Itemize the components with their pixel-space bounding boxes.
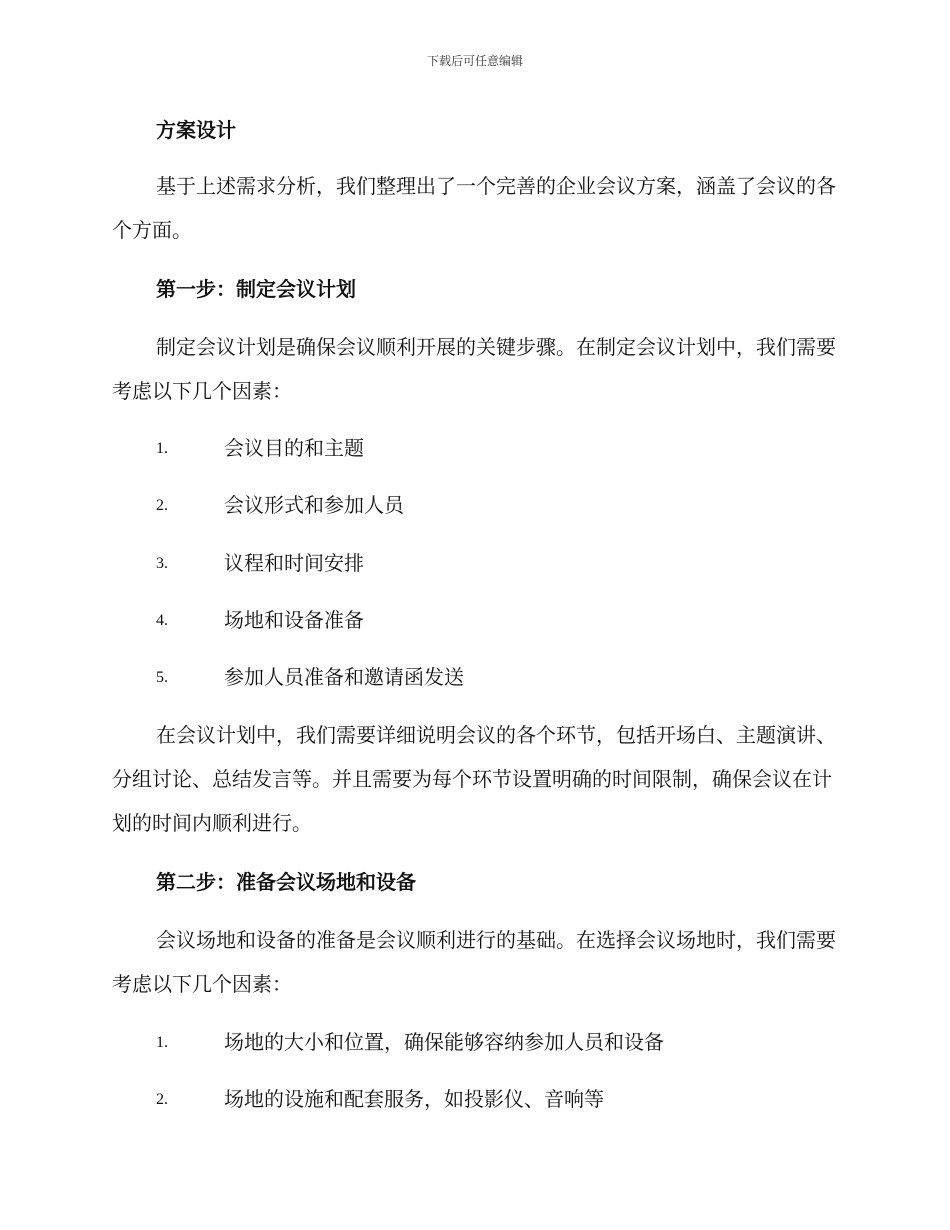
list-number: 5. — [156, 669, 168, 686]
page-header: 下载后可任意编辑 — [426, 54, 523, 68]
list-text: 场地的设施和配套服务，如投影仪、音响等 — [224, 1087, 604, 1111]
step1-detail-paragraph: 在会议计划中，我们需要详细说明会议的各个环节，包括开场白、主题演讲、分组讨论、总结发言等。并且需要为每个环节设置明确的时间限制，确保会议在计划的时间内顺利进行。 — [112, 723, 836, 835]
list-number: 2. — [156, 497, 168, 514]
list-item — [156, 662, 856, 692]
step1-intro-paragraph: 制定会议计划是确保会议顺利开展的关键步骤。在制定会议计划中，我们需要考虑以下几个因素： — [112, 335, 836, 403]
list-text: 场地和设备准备 — [224, 608, 364, 632]
list-text: 议程和时间安排 — [224, 551, 364, 575]
list-text: 会议形式和参加人员 — [224, 493, 404, 517]
list-item — [156, 433, 856, 463]
list-text: 场地的大小和位置，确保能够容纳参加人员和设备 — [224, 1030, 664, 1054]
list-number: 1. — [156, 1034, 168, 1051]
list-item — [156, 490, 856, 520]
step2-intro-paragraph: 会议场地和设备的准备是会议顺利进行的基础。在选择会议场地时，我们需要考虑以下几个因素： — [112, 928, 836, 996]
list-text: 参加人员准备和邀请函发送 — [224, 665, 464, 689]
list-text: 会议目的和主题 — [224, 436, 364, 460]
list-number: 2. — [156, 1091, 168, 1108]
step1-heading: 第一步：制定会议计划 — [156, 277, 356, 301]
intro-paragraph: 基于上述需求分析，我们整理出了一个完善的企业会议方案，涵盖了会议的各个方面。 — [112, 174, 836, 242]
list-item — [156, 548, 856, 578]
list-number: 4. — [156, 612, 168, 629]
section-title: 方案设计 — [156, 118, 236, 142]
list-number: 1. — [156, 440, 168, 457]
list-item — [156, 1084, 856, 1114]
list-number: 3. — [156, 555, 168, 572]
list-item — [156, 1027, 856, 1057]
step2-heading: 第二步：准备会议场地和设备 — [156, 870, 416, 894]
list-item — [156, 605, 856, 635]
